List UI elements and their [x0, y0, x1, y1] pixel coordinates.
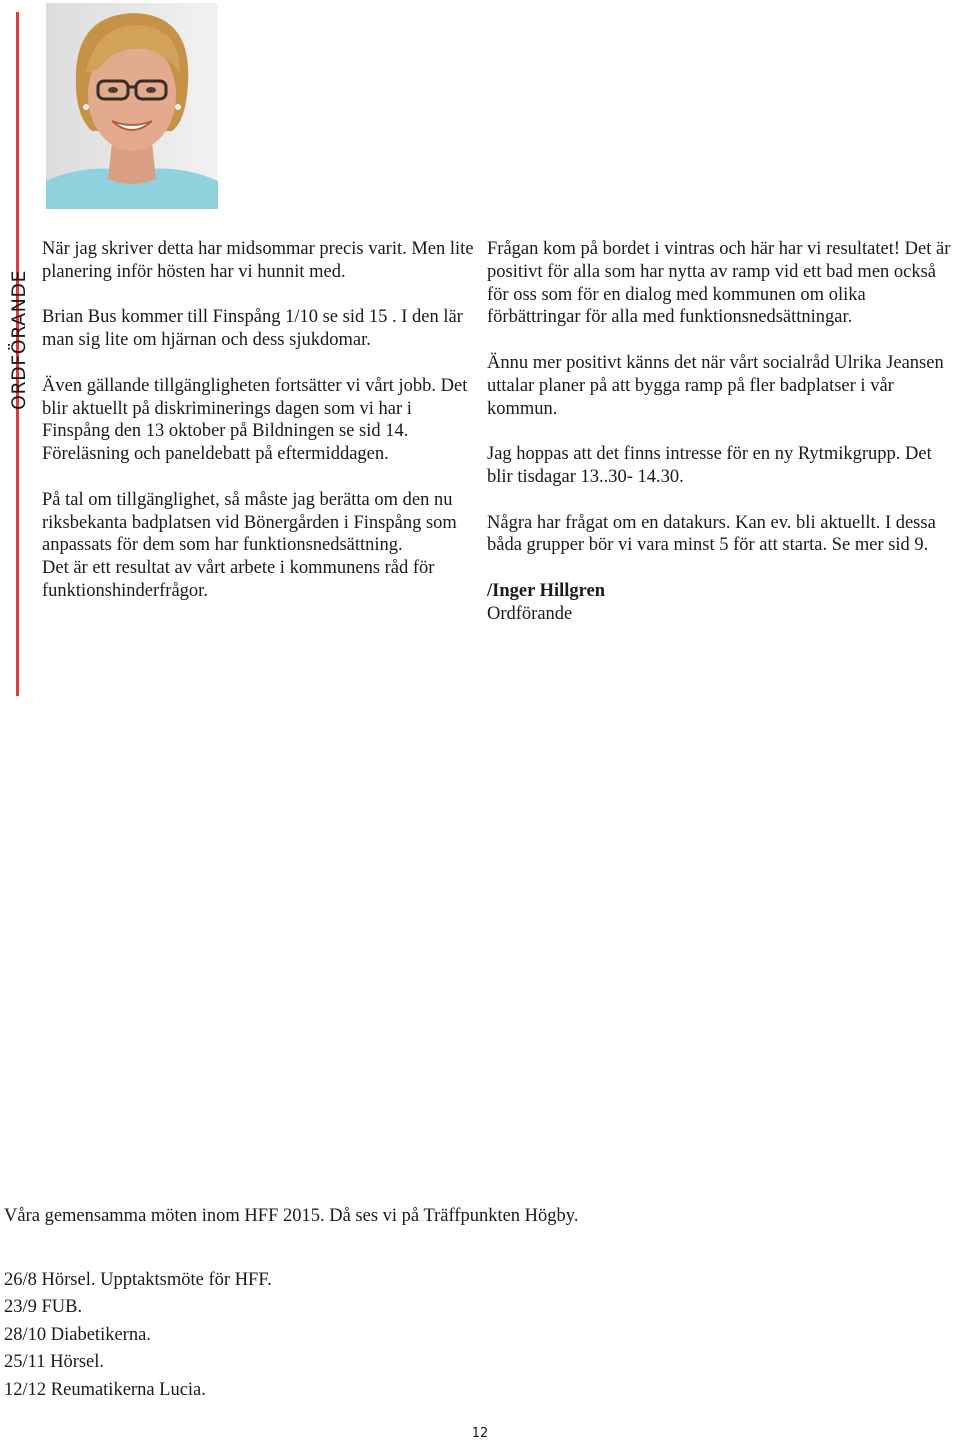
chairperson-photo — [46, 3, 218, 209]
paragraph-midsommar: När jag skriver detta har midsommar precis varit. Men lite planering inför hösten har vi hunnit med. — [42, 239, 474, 282]
meeting-item: 12/12 Reumatikerna Lucia. — [4, 1379, 206, 1400]
section-label-text: ORDFÖRANDE — [8, 270, 31, 410]
paragraph-rytmikgrupp: Jag hoppas att det finns intresse för en ny Rytmikgrupp. Det blir tisdagar 13..30- 14.30. — [487, 444, 932, 487]
signature-title: Ordförande — [487, 603, 573, 624]
page-number: 12 — [471, 1426, 489, 1441]
left-column — [42, 238, 474, 626]
paragraph-socialrad: Ännu mer positivt känns det när vårt socialråd Ulrika Jeansen uttalar planer på att bygga ramp på fler badplatser i vår kommun. — [487, 352, 944, 419]
meeting-item: 25/11 Hörsel. — [4, 1352, 105, 1372]
meeting-item: 28/10 Diabetikerna. — [4, 1324, 151, 1345]
paragraph-brian-bus: Brian Bus kommer till Finspång 1/10 se sid 15 . I den lär man sig lite om hjärnan och dess sjukdomar. — [42, 307, 463, 351]
meeting-item: 26/8 Hörsel. Upptaktsmöte för HFF. — [4, 1269, 272, 1290]
right-column — [487, 238, 955, 626]
meeting-item: 23/9 FUB. — [4, 1297, 83, 1317]
paragraph-resultat: Det är ett resultat av vårt arbete i kommunens råd för funktionshinderfrågor. — [42, 558, 435, 601]
paragraph-tillganglighet: Även gällande tillgängligheten fortsätter vi vårt jobb. Det blir aktuellt på diskriminerings dagen som vi har i Finspång den 13 oktober på Bildningen se sid 14. Föreläsning och paneldebatt på eftermiddagen. — [42, 375, 468, 465]
paragraph-badplatsen: På tal om tillgänglighet, så måste jag berätta om den nu riksbekanta badplatsen vid Bönergården i Finspång som anpassats för dem som har funktionsnedsättning. — [42, 489, 457, 556]
meetings-section — [4, 1203, 944, 1404]
portrait-image — [46, 3, 218, 209]
section-label — [4, 270, 34, 410]
paragraph-fragan: Frågan kom på bordet i vintras och här har vi resultatet! Det är positivt för alla som har nytta av ramp vid ett bad men också för oss som för en dialog med kommunen om olika förbättringar för alla med funktionsnedsättningar. — [487, 239, 951, 328]
meetings-intro: Våra gemensamma möten inom HFF 2015. Då ses vi på Träffpunkten Högby. — [4, 1206, 579, 1226]
signature-name: /Inger Hillgren — [487, 580, 606, 601]
paragraph-datakurs: Några har frågat om en datakurs. Kan ev. bli aktuellt. I dessa båda grupper bör vi vara minst 5 för att starta. Se mer sid 9. — [487, 512, 936, 556]
